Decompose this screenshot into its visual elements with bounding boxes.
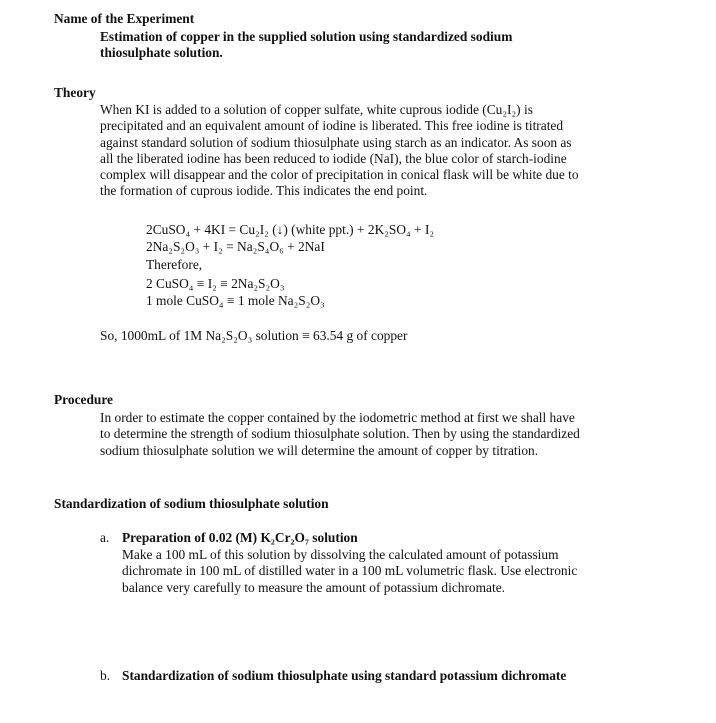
equation-reaction-1: 2CuSO₄ + 4KI = Cu₂I₂ (↓) (white ppt.) + 2K₂SO₄ + I₂ <box>146 222 435 237</box>
theory-line: precipitated and an equivalent amount of iodine is liberated. This free iodine is titrated <box>100 118 564 134</box>
item-a-line: Make a 100 mL of this solution by dissolving the calculated amount of potassium <box>122 547 559 562</box>
item-a-body <box>122 547 640 596</box>
item-a-title: Preparation of 0.02 (M) K₂Cr₂O₇ solution <box>122 530 358 545</box>
procedure-line: In order to estimate the copper contained by the iodometric method at first we shall have <box>100 410 575 425</box>
equation-reaction-2: 2Na₂S₂O₃ + I₂ = Na₂S₄O₆ + 2NaI <box>146 239 325 254</box>
theory-line: the formation of cuprous iodide. This indicates the end point. <box>100 183 428 199</box>
theory-paragraph <box>100 102 640 200</box>
theory-line: complex will disappear and the color of precipitation in conical flask will be white due to <box>100 167 579 183</box>
item-a-line: dichromate in 100 mL of distilled water in a 100 mL volumetric flask. Use electronic <box>122 563 578 579</box>
list-letter-b: b. <box>100 668 111 683</box>
procedure-line: to determine the strength of sodium thiosulphate solution. Then by using the standardized <box>100 426 580 442</box>
item-b-title: Standardization of sodium thiosulphate using standard potassium dichromate <box>122 668 567 683</box>
theory-line: all the liberated iodine has been reduced to iodide (NaI), the blue color of starch-iodine <box>100 150 567 166</box>
experiment-name-heading: Name of the Experiment <box>54 11 195 26</box>
experiment-title-line: Estimation of copper in the supplied solution using standardized sodium <box>100 29 513 44</box>
theory-heading: Theory <box>54 85 96 100</box>
item-a-line: balance very carefully to measure the amount of potassium dichromate. <box>122 579 505 595</box>
theory-line: against standard solution of sodium thiosulphate using starch as an indicator. As soon as <box>100 134 572 150</box>
equation-mole-ratio: 1 mole CuSO₄ ≡ 1 mole Na₂S₂O₃ <box>146 293 325 308</box>
experiment-title-line: thiosulphate solution. <box>100 45 223 61</box>
equation-equivalence: 2 CuSO₄ ≡ I₂ ≡ 2Na₂S₂O₃ <box>146 276 285 291</box>
experiment-title <box>100 29 640 62</box>
theory-conclusion: So, 1000mL of 1M Na₂S₂O₃ solution ≡ 63.54 g of copper <box>100 328 408 343</box>
procedure-heading: Procedure <box>54 392 114 407</box>
theory-line: When KI is added to a solution of copper sulfate, white cuprous iodide (Cu₂I₂) is <box>100 102 533 117</box>
standardization-heading: Standardization of sodium thiosulphate solution <box>54 496 329 511</box>
procedure-line: sodium thiosulphate solution we will determine the amount of copper by titration. <box>100 442 539 458</box>
list-letter-a: a. <box>100 530 110 545</box>
equation-therefore: Therefore, <box>146 257 203 272</box>
procedure-paragraph <box>100 410 640 459</box>
